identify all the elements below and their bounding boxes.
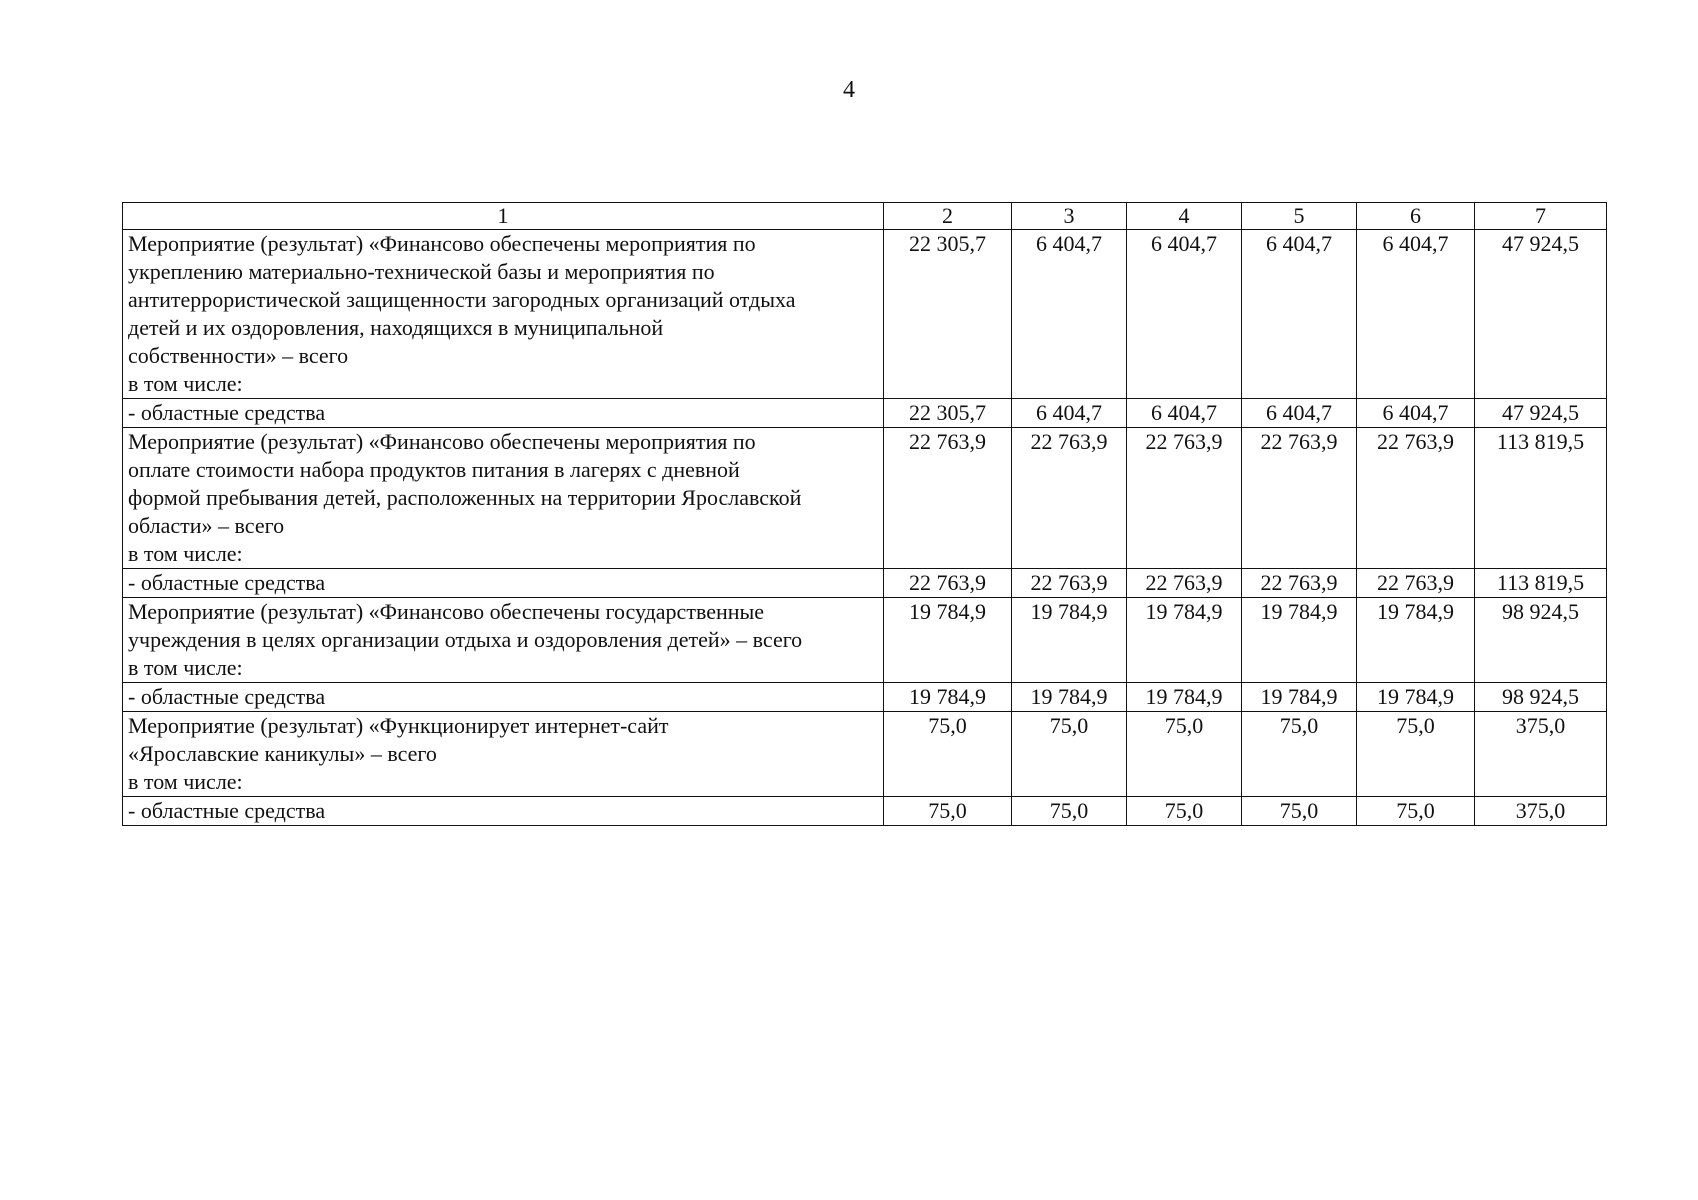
page-number: 4: [843, 77, 855, 103]
value-cell: 6 404,7: [1127, 399, 1242, 428]
value-cell: 22 763,9: [1242, 428, 1357, 569]
table-row: [123, 428, 1607, 569]
value-cell: 98 924,5: [1475, 598, 1607, 683]
value-cell: 47 924,5: [1475, 230, 1607, 399]
value-cell: 98 924,5: [1475, 683, 1607, 712]
value-cell: 22 763,9: [884, 569, 1012, 598]
value-cell: 375,0: [1475, 797, 1607, 826]
value-cell: 19 784,9: [1012, 598, 1127, 683]
table-row: [123, 230, 1607, 399]
column-number-row: [123, 203, 1607, 230]
column-number-header: 3: [1012, 203, 1127, 230]
table-row: [123, 797, 1607, 826]
value-cell: 22 763,9: [1127, 569, 1242, 598]
activity-label: Мероприятие (результат) «Финансово обеспечены мероприятия по оплате стоимости набора продуктов питания в лагерях с дневной формой пребывания детей, расположенных на территории Ярославской области» – всего в том числе:: [123, 428, 884, 569]
value-cell: 19 784,9: [884, 598, 1012, 683]
value-cell: 6 404,7: [1242, 230, 1357, 399]
value-cell: 75,0: [1127, 712, 1242, 797]
value-cell: 75,0: [1357, 712, 1475, 797]
value-cell: 22 763,9: [1127, 428, 1242, 569]
funding-source-label: - областные средства: [123, 399, 884, 428]
value-cell: 19 784,9: [1242, 683, 1357, 712]
value-cell: 19 784,9: [1357, 683, 1475, 712]
value-cell: 22 763,9: [1357, 428, 1475, 569]
value-cell: 75,0: [1242, 712, 1357, 797]
value-cell: 19 784,9: [1127, 683, 1242, 712]
value-cell: 6 404,7: [1242, 399, 1357, 428]
value-cell: 19 784,9: [884, 683, 1012, 712]
table-row: [123, 598, 1607, 683]
value-cell: 6 404,7: [1127, 230, 1242, 399]
value-cell: 75,0: [1127, 797, 1242, 826]
value-cell: 19 784,9: [1127, 598, 1242, 683]
table-row: [123, 712, 1607, 797]
value-cell: 22 763,9: [1012, 569, 1127, 598]
value-cell: 75,0: [884, 797, 1012, 826]
value-cell: 22 305,7: [884, 230, 1012, 399]
column-number-header: 2: [884, 203, 1012, 230]
activity-label: Мероприятие (результат) «Финансово обеспечены мероприятия по укреплению материально-технической базы и мероприятия по антитеррористической защищенности загородных организаций отдыха детей и их оздоровления, находящихся в муниципальной собственности» – всего в том числе:: [123, 230, 884, 399]
value-cell: 22 763,9: [884, 428, 1012, 569]
table-row: [123, 399, 1607, 428]
value-cell: 113 819,5: [1475, 569, 1607, 598]
value-cell: 75,0: [1012, 797, 1127, 826]
value-cell: 47 924,5: [1475, 399, 1607, 428]
value-cell: 22 763,9: [1357, 569, 1475, 598]
value-cell: 375,0: [1475, 712, 1607, 797]
column-number-header: 7: [1475, 203, 1607, 230]
value-cell: 75,0: [1357, 797, 1475, 826]
column-number-header: 4: [1127, 203, 1242, 230]
value-cell: 75,0: [1242, 797, 1357, 826]
value-cell: 22 763,9: [1242, 569, 1357, 598]
value-cell: 6 404,7: [1012, 230, 1127, 399]
value-cell: 22 305,7: [884, 399, 1012, 428]
funding-source-label: - областные средства: [123, 797, 884, 826]
funding-source-label: - областные средства: [123, 569, 884, 598]
value-cell: 6 404,7: [1357, 399, 1475, 428]
value-cell: 75,0: [1012, 712, 1127, 797]
value-cell: 6 404,7: [1357, 230, 1475, 399]
value-cell: 113 819,5: [1475, 428, 1607, 569]
column-number-header: 1: [123, 203, 884, 230]
table-row: [123, 683, 1607, 712]
value-cell: 19 784,9: [1242, 598, 1357, 683]
value-cell: 19 784,9: [1012, 683, 1127, 712]
value-cell: 75,0: [884, 712, 1012, 797]
table-row: [123, 569, 1607, 598]
activity-label: Мероприятие (результат) «Финансово обеспечены государственные учреждения в целях организации отдыха и оздоровления детей» – всего в том числе:: [123, 598, 884, 683]
value-cell: 6 404,7: [1012, 399, 1127, 428]
funding-source-label: - областные средства: [123, 683, 884, 712]
value-cell: 22 763,9: [1012, 428, 1127, 569]
column-number-header: 5: [1242, 203, 1357, 230]
activity-label: Мероприятие (результат) «Функционирует интернет-сайт «Ярославские каникулы» – всего в том числе:: [123, 712, 884, 797]
budget-table: [122, 202, 1607, 826]
column-number-header: 6: [1357, 203, 1475, 230]
value-cell: 19 784,9: [1357, 598, 1475, 683]
